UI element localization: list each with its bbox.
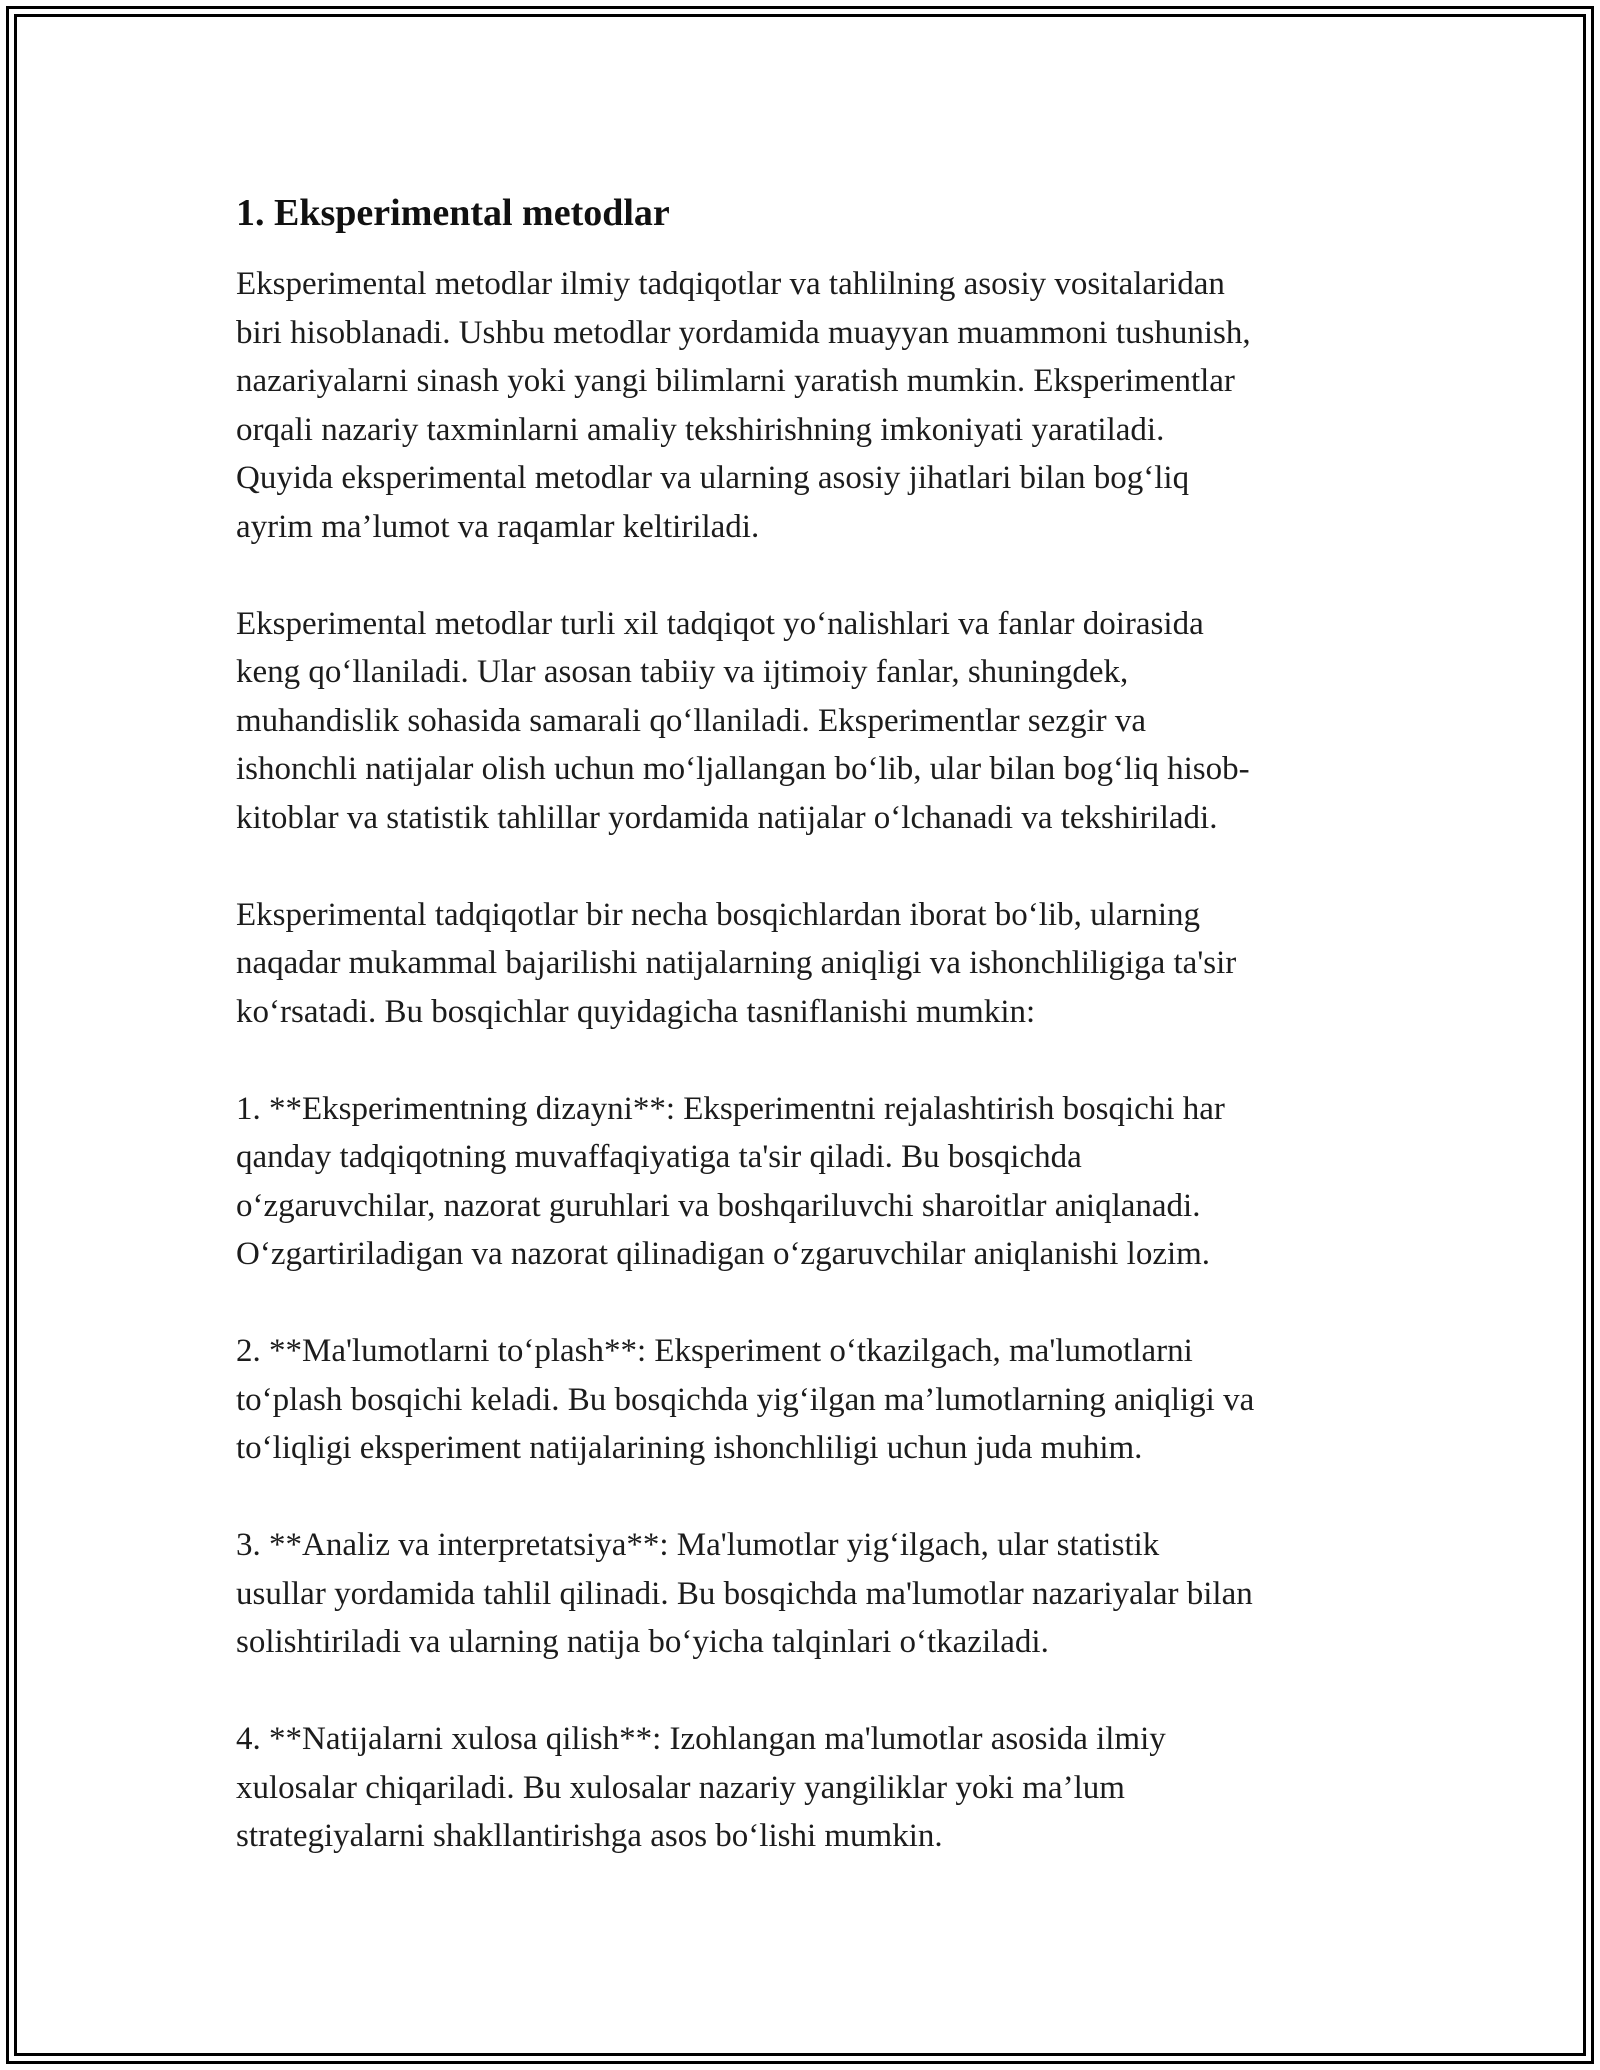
text-line: muhandislik sohasida samarali qo‘llaniladi. Eksperimentlar sezgir va	[236, 702, 1146, 739]
list-item-data-collection	[236, 1327, 1376, 1473]
text-line: Eksperimental metodlar turli xil tadqiqot yo‘nalishlari va fanlar doirasida	[236, 605, 1204, 642]
list-item-design	[236, 1085, 1376, 1279]
text-line: 1. **Eksperimentning dizayni**: Eksperimentni rejalashtirish bosqichi har	[236, 1090, 1225, 1127]
section-heading: 1. Eksperimental metodlar	[236, 192, 670, 234]
text-line: qanday tadqiqotning muvaffaqiyatiga ta'sir qiladi. Bu bosqichda	[236, 1139, 1082, 1175]
list-item-analysis	[236, 1521, 1376, 1667]
text-line: xulosalar chiqariladi. Bu xulosalar nazariy yangiliklar yoki ma’lum	[236, 1769, 1125, 1806]
text-line: ishonchli natijalar olish uchun mo‘ljallangan bo‘lib, ular bilan bog‘liq hisob-	[236, 751, 1250, 787]
text-line: ayrim ma’lumot va raqamlar keltiriladi.	[236, 508, 760, 545]
list-item-conclusion	[236, 1715, 1376, 1861]
text-line: nazariyalarni sinash yoki yangi bilimlarni yaratish mumkin. Eksperimentlar	[236, 363, 1235, 399]
document-body	[236, 186, 1376, 1909]
text-line: naqadar mukammal bajarilishi natijalarning aniqligi va ishonchliligiga ta'sir	[236, 945, 1237, 981]
paragraph-fields	[236, 600, 1376, 843]
paragraph-stages-intro	[236, 891, 1376, 1037]
text-line: to‘liqligi eksperiment natijalarining ishonchliligi uchun juda muhim.	[236, 1430, 1143, 1466]
text-line: 2. **Ma'lumotlarni to‘plash**: Eksperiment o‘tkazilgach, ma'lumotlarni	[236, 1333, 1193, 1369]
text-line: usullar yordamida tahlil qilinadi. Bu bosqichda ma'lumotlar nazariyalar bilan	[236, 1575, 1253, 1612]
text-line: 3. **Analiz va interpretatsiya**: Ma'lumotlar yig‘ilgach, ular statistik	[236, 1527, 1160, 1563]
text-line: to‘plash bosqichi keladi. Bu bosqichda yig‘ilgan ma’lumotlarning aniqligi va	[236, 1381, 1255, 1418]
text-line: Eksperimental tadqiqotlar bir necha bosqichlardan iborat bo‘lib, ularning	[236, 896, 1201, 933]
text-line: ko‘rsatadi. Bu bosqichlar quyidagicha tasniflanishi mumkin:	[236, 993, 1036, 1030]
text-line: 4. **Natijalarni xulosa qilish**: Izohlangan ma'lumotlar asosida ilmiy	[236, 1721, 1166, 1757]
text-line: keng qo‘llaniladi. Ular asosan tabiiy va ijtimoiy fanlar, shuningdek,	[236, 654, 1129, 690]
text-line: Eksperimental metodlar ilmiy tadqiqotlar va tahlilning asosiy vositalaridan	[236, 266, 1225, 302]
text-line: strategiyalarni shakllantirishga asos bo‘lishi mumkin.	[236, 1818, 943, 1854]
text-line: kitoblar va statistik tahlillar yordamida natijalar o‘lchanadi va tekshiriladi.	[236, 799, 1218, 836]
text-line: Quyida eksperimental metodlar va ularning asosiy jihatlari bilan bog‘liq	[236, 460, 1190, 496]
text-line: O‘zgartiriladigan va nazorat qilinadigan o‘zgaruvchilar aniqlanishi lozim.	[236, 1236, 1211, 1272]
text-line: orqali nazariy taxminlarni amaliy tekshirishning imkoniyati yaratiladi.	[236, 411, 1165, 448]
text-line: o‘zgaruvchilar, nazorat guruhlari va boshqariluvchi sharoitlar aniqlanadi.	[236, 1187, 1201, 1224]
text-line: biri hisoblanadi. Ushbu metodlar yordamida muayyan muammoni tushunish,	[236, 314, 1251, 351]
text-line: solishtiriladi va ularning natija bo‘yicha talqinlari o‘tkaziladi.	[236, 1624, 1049, 1660]
paragraph-intro	[236, 260, 1376, 551]
